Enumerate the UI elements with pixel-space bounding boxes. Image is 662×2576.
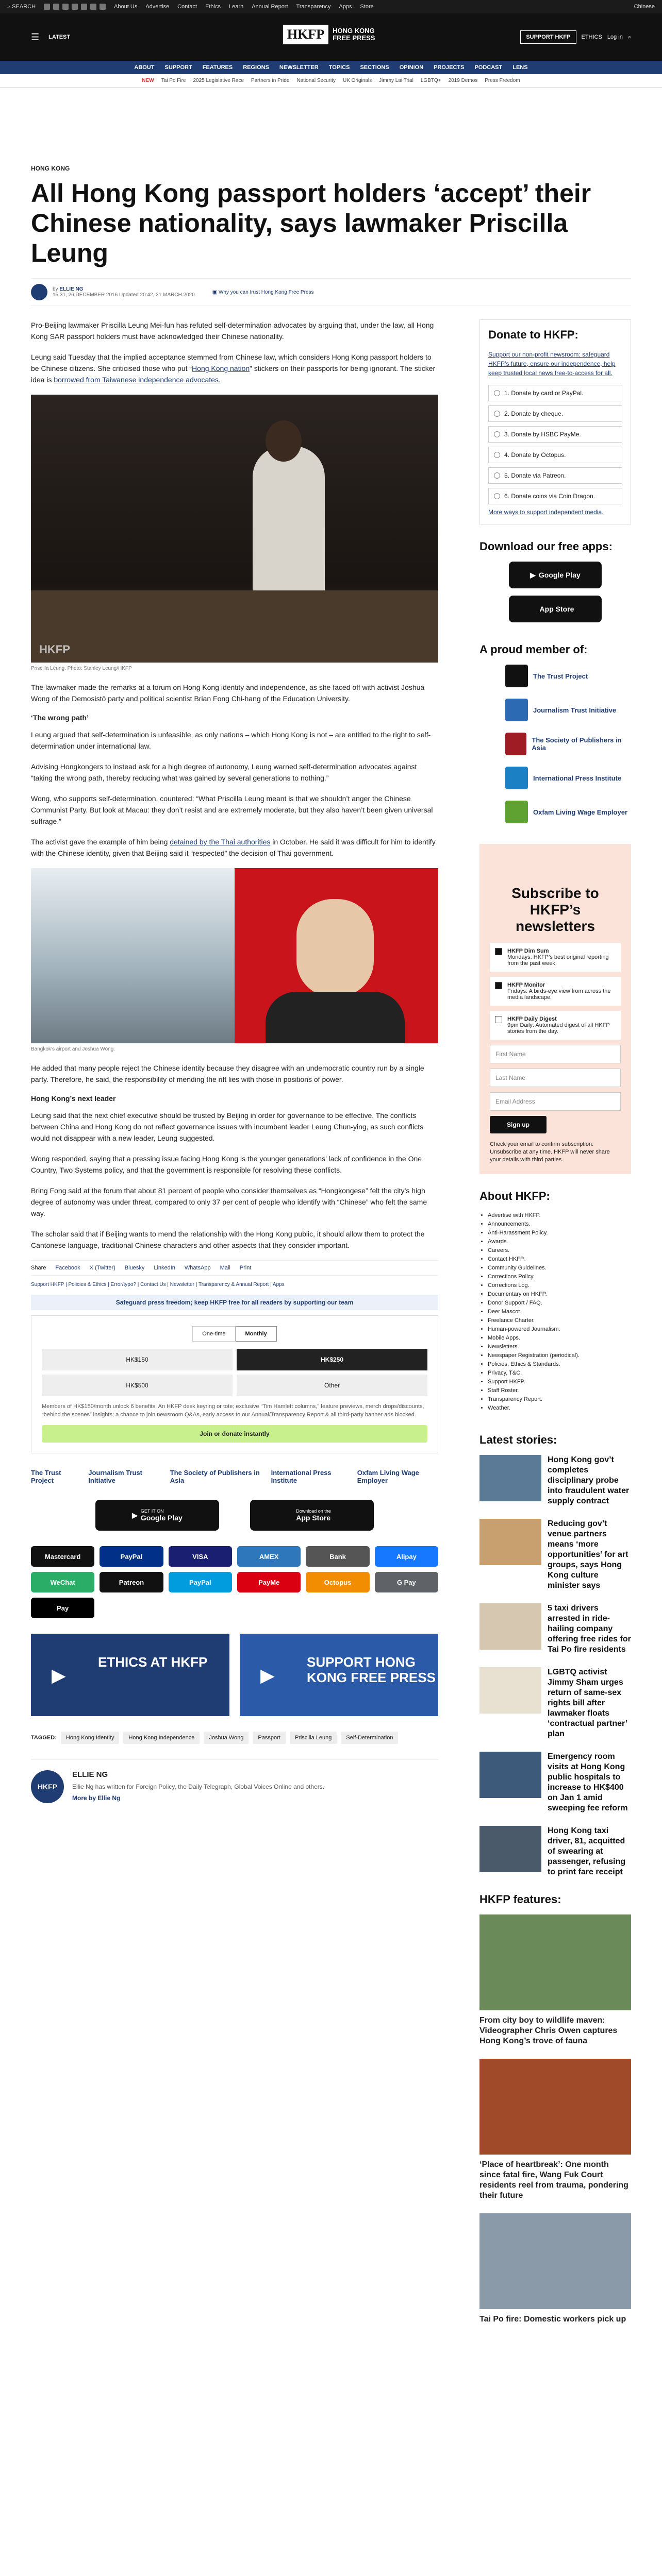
nav-about[interactable]: ABOUT — [134, 64, 155, 71]
support-banner[interactable] — [240, 1634, 438, 1716]
more-by-author[interactable]: More by Ellie Ng — [72, 1794, 121, 1802]
nav-projects[interactable]: PROJECTS — [434, 64, 465, 71]
subheading: Hong Kong’s next leader — [31, 1094, 116, 1103]
paragraph: He added that many people reject the Chinese identity because they disagree with an undemocratic country run by a single party. Therefore, he said, the responsibility of mending the rift lies with those in positions of power. — [31, 1064, 424, 1083]
tag-list — [31, 1732, 438, 1744]
story-title[interactable]: Emergency room visits at Hong Kong public hospitals to increase to HK$400 on Jan 1 amid sweeping fee reform — [548, 1752, 628, 1812]
inline-link[interactable]: borrowed from Taiwanese independence advocates. — [54, 376, 221, 384]
logo-mark: HKFP — [283, 25, 328, 44]
radio-icon — [494, 472, 500, 479]
trust-link[interactable]: ▣ Why you can trust Hong Kong Free Press — [212, 289, 314, 295]
app-store-label — [296, 1509, 331, 1522]
link-contact[interactable]: Contact — [177, 4, 197, 10]
hot-link[interactable]: Jimmy Lai Trial — [379, 78, 413, 83]
hot-link[interactable]: UK Originals — [342, 78, 372, 83]
about-link[interactable]: • Donor Support / FAQ. — [488, 1299, 631, 1308]
hot-link[interactable]: 2025 Legislative Race — [193, 78, 244, 83]
author-bio: Ellie Ng has written for Foreign Policy, the Daily Telegraph, Global Voices Online and others. — [72, 1783, 325, 1790]
member-item[interactable] — [505, 665, 631, 687]
paragraph: Bring Fong said at the forum that about 81 percent of people who consider themselves as “Hongkongese” felt the city’s high degree of autonomy was under threat, compared to only 37 per cent of people who identify with “Chinese” who felt the same way. — [31, 1187, 427, 1217]
latest-list — [479, 1455, 631, 1877]
nav-features[interactable]: FEATURES — [202, 64, 233, 71]
text: ” stickers on their passports for being ignorant. The sticker idea is — [31, 364, 436, 384]
paragraph: Advising Hongkongers to instead ask for a high degree of autonomy, Leung warned self-determination advocates against “taking the wrong path, thereby reducing what was gained by several generations to nothing.” — [31, 762, 417, 782]
about-link[interactable]: • Corrections Policy. — [488, 1273, 631, 1281]
story-thumbnail[interactable] — [479, 1519, 541, 1565]
story-thumbnail[interactable] — [479, 1603, 541, 1650]
checkbox-icon[interactable] — [495, 1016, 502, 1023]
amex-icon[interactable]: AMEX — [237, 1546, 301, 1567]
newsletter-option[interactable] — [490, 977, 621, 1006]
first-name-input[interactable]: First Name — [490, 1045, 621, 1063]
oxfam-icon — [505, 801, 528, 823]
sidebar-app-buttons — [479, 562, 631, 622]
payme-icon[interactable]: PayMe — [237, 1572, 301, 1592]
share-linkedin[interactable]: LinkedIn — [154, 1265, 175, 1271]
tag-chip[interactable]: Passport — [253, 1732, 285, 1744]
share-bluesky[interactable]: Bluesky — [124, 1265, 145, 1271]
google-play-button[interactable] — [509, 562, 602, 588]
play-icon: ▶ — [52, 1665, 66, 1686]
option-label: 1. Donate by card or PayPal. — [504, 389, 584, 397]
link-annual[interactable]: Annual Report — [252, 4, 288, 10]
text: in October. He said it was difficult for him to identify with the Chinese identity, given that Beijing said it “respected” the decision of Thai government. — [31, 838, 436, 857]
play-icon: ▶ — [132, 1511, 138, 1519]
share-bar — [31, 1260, 438, 1276]
member-logos-row — [31, 1469, 438, 1484]
about-link[interactable]: • Freelance Charter. — [488, 1316, 631, 1325]
nav-regions[interactable]: REGIONS — [243, 64, 269, 71]
about-link[interactable]: • Careers. — [488, 1246, 631, 1255]
amount-150[interactable]: HK$150 — [42, 1349, 233, 1370]
donate-option[interactable] — [488, 447, 622, 463]
subheading: ‘The wrong path’ — [31, 714, 89, 722]
nav-podcast[interactable]: PODCAST — [474, 64, 503, 71]
donate-option[interactable] — [488, 426, 622, 443]
about-link[interactable]: • Documentary on HKFP. — [488, 1290, 631, 1299]
category-label[interactable]: HONG KONG — [31, 165, 70, 172]
photo-caption: Bangkok’s airport and Joshua Wong. — [31, 1046, 115, 1052]
author-name[interactable]: ELLIE NG — [72, 1770, 108, 1779]
gp-small: GET IT ON — [140, 1509, 164, 1514]
donate-option[interactable] — [488, 488, 622, 504]
figure-head — [266, 420, 302, 462]
story-title[interactable]: LGBTQ activist Jimmy Sham urges return of same-sex rights bill after lawmaker floats ‘contractual partner’ plan — [548, 1668, 627, 1738]
logo-text: HONG KONG FREE PRESS — [333, 27, 375, 42]
promo-banners — [31, 1634, 438, 1716]
gpay-icon[interactable]: G Pay — [375, 1572, 438, 1592]
trust-project-icon — [505, 665, 528, 687]
alipay-icon[interactable]: Alipay — [375, 1546, 438, 1567]
patreon-icon[interactable]: Patreon — [100, 1572, 163, 1592]
amount-other[interactable]: Other — [237, 1375, 427, 1396]
member-heading: A proud member of: — [479, 643, 588, 656]
hot-link[interactable]: LGBTQ+ — [420, 78, 441, 83]
nl-title: HKFP Dim Sum — [507, 948, 549, 954]
member-label: The Trust Project — [533, 672, 588, 680]
joshua-wong-photo[interactable] — [31, 868, 438, 1043]
mastercard-icon[interactable]: Mastercard — [31, 1546, 94, 1567]
features-list — [479, 1914, 631, 2325]
about-link[interactable]: • Announcements. — [488, 1220, 631, 1229]
paypal-icon[interactable]: PayPal — [100, 1546, 163, 1567]
share-label: Share — [31, 1265, 46, 1271]
share-whatsapp[interactable]: WhatsApp — [184, 1265, 211, 1271]
site-logo[interactable] — [283, 25, 379, 44]
ipi-icon — [505, 767, 528, 789]
priscilla-leung-photo[interactable] — [31, 395, 438, 663]
share-print[interactable]: Print — [239, 1265, 252, 1271]
latest-story[interactable] — [479, 1667, 631, 1739]
shoulders-shape — [266, 992, 405, 1043]
jti-icon — [505, 699, 528, 721]
member-item[interactable] — [505, 733, 631, 755]
watermark: HKFP — [39, 643, 70, 656]
sidebar — [479, 319, 631, 2337]
hot-link[interactable]: National Security — [296, 78, 336, 83]
app-store-button[interactable] — [250, 1500, 374, 1531]
checkbox-icon[interactable] — [495, 948, 502, 955]
nav-lens[interactable]: LENS — [512, 64, 528, 71]
member-ipi[interactable]: International Press Institute — [271, 1469, 332, 1484]
member-oxfam[interactable]: Oxfam Living Wage Employer — [357, 1469, 419, 1484]
amount-250[interactable]: HK$250 — [237, 1349, 427, 1370]
member-sopa[interactable]: The Society of Publishers in Asia — [170, 1469, 260, 1484]
search-label: SEARCH — [12, 3, 36, 10]
donate-box — [479, 319, 631, 524]
banner-title: ETHICS AT HKFP — [98, 1654, 208, 1670]
nav-support[interactable]: SUPPORT — [164, 64, 192, 71]
menu-icon[interactable]: ☰ — [31, 31, 40, 42]
face-shape — [296, 899, 374, 997]
one-time-tab[interactable]: One-time — [192, 1326, 235, 1342]
youtube-icon[interactable] — [72, 4, 78, 10]
frequency-toggle — [42, 1326, 427, 1342]
feature-image[interactable] — [479, 1914, 631, 2010]
paragraph: Leung argued that self-determination is unfeasible, as only nations – which Hong Kong is not – are entitled to the right to self-determination under international law. — [31, 731, 431, 750]
link-learn[interactable]: Learn — [229, 4, 244, 10]
app-buttons — [31, 1500, 438, 1531]
features-heading: HKFP features: — [479, 1893, 561, 1906]
about-link[interactable]: • Policies, Ethics & Standards. — [488, 1360, 631, 1369]
link-about[interactable]: About Us — [114, 4, 138, 10]
last-name-input[interactable]: Last Name — [490, 1069, 621, 1087]
feature-story[interactable] — [479, 1914, 631, 2046]
publish-dates: 15:31, 26 DECEMBER 2016 Updated 20:42, 21 MARCH 2020 — [53, 292, 195, 298]
nl-desc: Mondays: HKFP’s best original reporting from the past week. — [507, 954, 609, 967]
latest-story[interactable] — [479, 1752, 631, 1814]
utility-bar — [0, 0, 662, 13]
bank-icon[interactable]: Bank — [306, 1546, 369, 1567]
paragraph: Wong responded, saying that a pressing issue facing Hong Kong is the younger generations’ lack of confidence in the One Country, Two Systems policy, and that the government is responsible for resolving these conflicts. — [31, 1155, 422, 1174]
trust-label: Why you can trust Hong Kong Free Press — [218, 289, 314, 295]
byline — [31, 278, 631, 306]
radio-icon — [494, 452, 500, 458]
about-link[interactable]: • Anti-Harassment Policy. — [488, 1229, 631, 1238]
about-link[interactable]: • Awards. — [488, 1238, 631, 1246]
about-link[interactable]: • Transparency Report. — [488, 1395, 631, 1404]
google-play-button[interactable] — [95, 1500, 219, 1531]
newsletter-option[interactable] — [490, 1011, 621, 1040]
visa-icon[interactable]: VISA — [169, 1546, 232, 1567]
about-link[interactable]: • Advertise with HKFP. — [488, 1211, 631, 1220]
feature-image[interactable] — [479, 2059, 631, 2155]
paragraph: The lawmaker made the remarks at a forum on Hong Kong identity and independence, as she faced off with activist Joshua Wong of the Demosistō party and political scientist Brian Fong Chi-hang of the Education University. — [31, 683, 425, 703]
latest-story[interactable] — [479, 1826, 631, 1877]
about-link[interactable]: • Newspaper Registration (periodical). — [488, 1351, 631, 1360]
about-link[interactable]: • Privacy, T&C. — [488, 1369, 631, 1378]
author-avatar[interactable] — [31, 284, 47, 300]
signup-button[interactable]: Sign up — [490, 1116, 547, 1133]
option-label: 5. Donate via Patreon. — [504, 472, 566, 479]
donate-option[interactable] — [488, 385, 622, 401]
author-box — [31, 1759, 438, 1803]
member-label: Oxfam Living Wage Employer — [533, 808, 628, 816]
latest-story[interactable] — [479, 1519, 631, 1591]
search-link[interactable]: ⌕ SEARCH — [7, 3, 36, 10]
hot-link[interactable]: 2019 Demos — [448, 78, 478, 83]
social-icons — [44, 4, 106, 10]
desk-shape — [31, 590, 438, 663]
facebook-icon[interactable] — [44, 4, 50, 10]
linkedin-icon[interactable] — [81, 4, 87, 10]
member-label: The Society of Publishers in Asia — [532, 736, 622, 752]
text: The activist gave the example of him being — [31, 838, 170, 846]
nav-newsletter[interactable]: NEWSLETTER — [279, 64, 319, 71]
play-icon: ▶ — [530, 570, 536, 579]
tag-chip[interactable]: Hong Kong Independence — [123, 1732, 200, 1744]
as-label: App Store — [296, 1514, 331, 1522]
link-chinese[interactable]: Chinese — [634, 4, 655, 10]
author-avatar[interactable]: HKFP — [31, 1770, 64, 1803]
feature-story[interactable] — [479, 2213, 631, 2325]
about-link[interactable]: • Human-powered Journalism. — [488, 1325, 631, 1334]
new-badge: NEW — [142, 78, 154, 83]
search-icon[interactable]: ⌕ — [627, 33, 631, 40]
membership-note: Members of HK$150/month unlock 6 benefits: An HKFP desk keyring or tote; exclusive “Tim Hamlett columns,” feature previews, merch drops/discounts, “behind the scenes” insights; a chance to join newsroom Q&As, early access to our Annual/Transparency Report & all third-party banner ads blocked. — [42, 1403, 424, 1418]
google-play-label — [141, 1509, 183, 1522]
wechat-icon[interactable]: WeChat — [31, 1572, 94, 1592]
tag-chip[interactable]: Hong Kong Identity — [61, 1732, 120, 1744]
member-label: Journalism Trust Initiative — [533, 706, 617, 714]
feature-title[interactable]: Tai Po fire: Domestic workers pick up — [479, 2315, 626, 2324]
member-item[interactable] — [505, 801, 631, 823]
trending-bar — [0, 74, 662, 88]
paragraph: The scholar said that if Beijing wants to mend the relationship with the Hong Kong public, it should allow them to protect the Cantonese language, traditional Chinese characters and other aspects that they consider important. — [31, 1230, 425, 1249]
story-title[interactable]: Hong Kong taxi driver, 81, acquitted of swearing at passenger, refusing to print fare receipt — [548, 1826, 626, 1876]
nl-desc: Fridays: A birds-eye view from across the media landscape. — [507, 988, 611, 1001]
email-input[interactable]: Email Address — [490, 1092, 621, 1111]
donate-button[interactable]: Join or donate instantly — [42, 1425, 427, 1443]
hot-link[interactable]: Tai Po Fire — [161, 78, 186, 83]
newsletter-note: Check your email to confirm subscription. Unsubscribe at any time. HKFP will never share your details with third parties. — [490, 1141, 610, 1163]
support-button[interactable]: SUPPORT HKFP — [520, 30, 576, 44]
paragraph: Wong, who supports self-determination, countered: “What Priscilla Leung meant is that we shouldn’t anger the Chinese Communist Party. But look at Macau: they don’t resist and are extremely moderate, but they also haven’t been given universal suffrage.” — [31, 794, 433, 825]
newsletter-box — [479, 844, 631, 1174]
nav-topics[interactable]: TOPICS — [328, 64, 350, 71]
link-ethics[interactable]: Ethics — [205, 4, 221, 10]
story-thumbnail[interactable] — [479, 1752, 541, 1798]
tag-chip[interactable]: Priscilla Leung — [290, 1732, 337, 1744]
story-title[interactable]: Hong Kong gov’t completes disciplinary probe into fraudulent water supply contract — [548, 1455, 630, 1505]
option-label: 3. Donate by HSBC PayMe. — [504, 431, 581, 438]
banner-title: SUPPORT HONG KONG FREE PRESS — [307, 1654, 436, 1685]
paypal-icon-2[interactable]: PayPal — [169, 1572, 232, 1592]
tag-chip[interactable]: Joshua Wong — [204, 1732, 249, 1744]
feature-image[interactable] — [479, 2213, 631, 2309]
about-link[interactable]: • Staff Roster. — [488, 1386, 631, 1395]
member-item[interactable] — [505, 699, 631, 721]
option-label: 4. Donate by Octopus. — [504, 451, 566, 459]
about-link[interactable]: • Weather. — [488, 1404, 631, 1413]
amount-options — [42, 1349, 427, 1396]
member-label: International Press Institute — [533, 774, 622, 782]
monthly-tab[interactable]: Monthly — [236, 1326, 277, 1342]
newsletter-option[interactable] — [490, 943, 621, 972]
donate-intro[interactable]: Support our non-profit newsroom: safeguard HKFP’s future, ensure our independence, help keep trusted local news free-to-access for all. — [488, 351, 616, 377]
latest-link[interactable]: LATEST — [48, 34, 71, 40]
photo-caption: Priscilla Leung. Photo: Stanley Leung/HKFP — [31, 666, 132, 671]
ethics-banner[interactable] — [31, 1634, 229, 1716]
content-area — [31, 319, 631, 2576]
gp-label: Google Play — [140, 1514, 183, 1522]
instagram-icon[interactable] — [62, 4, 69, 10]
link-apps[interactable]: Apps — [339, 4, 352, 10]
tag-chip[interactable]: Self-Determination — [341, 1732, 398, 1744]
hot-link[interactable]: Press Freedom — [485, 78, 520, 83]
about-link[interactable]: • Newsletters. — [488, 1343, 631, 1351]
radio-icon — [494, 411, 500, 417]
share-mail[interactable]: Mail — [220, 1265, 230, 1271]
latest-story[interactable] — [479, 1603, 631, 1655]
gp-label: Google Play — [538, 571, 581, 579]
ethics-link[interactable]: ETHICS — [581, 34, 602, 40]
main-nav — [0, 61, 662, 74]
sopa-icon — [505, 733, 526, 755]
author-link[interactable]: ELLIE NG — [59, 286, 84, 292]
story-thumbnail[interactable] — [479, 1667, 541, 1714]
policy-links[interactable]: Support HKFP | Policies & Ethics | Error/typo? | Contact Us | Newsletter | Transparency & Annual Report | Apps — [31, 1282, 285, 1287]
donate-heading: Donate to HKFP: — [488, 328, 578, 341]
amount-500[interactable]: HK$500 — [42, 1375, 233, 1396]
radio-icon — [494, 493, 500, 499]
donate-option[interactable] — [488, 405, 622, 422]
octopus-icon[interactable]: Octopus — [306, 1572, 369, 1592]
feature-story[interactable] — [479, 2059, 631, 2201]
option-label: 2. Donate by cheque. — [504, 410, 564, 417]
inline-link[interactable]: detained by the Thai authorities — [170, 838, 271, 846]
as-label: App Store — [539, 605, 574, 613]
about-link[interactable]: • Support HKFP. — [488, 1378, 631, 1386]
safeguard-banner[interactable]: Safeguard press freedom; keep HKFP free for all readers by supporting our team — [31, 1295, 438, 1310]
share-facebook[interactable]: Facebook — [55, 1265, 80, 1271]
link-store[interactable]: Store — [360, 4, 374, 10]
feature-title[interactable]: From city boy to wildlife maven: Videographer Chris Owen captures Hong Kong’s trove of fauna — [479, 2016, 618, 2045]
paragraph — [31, 351, 438, 385]
feature-title[interactable]: ‘Place of heartbreak’: One month since fatal fire, Wang Fuk Court residents reel from trauma, pondering their future — [479, 2160, 628, 2200]
as-small: Download on the — [296, 1509, 331, 1514]
hot-link[interactable]: Partners in Pride — [251, 78, 290, 83]
about-link[interactable]: • Deer Mascot. — [488, 1308, 631, 1316]
app-store-button[interactable] — [509, 596, 602, 622]
newsletter-heading: Subscribe to HKFP’s newsletters — [511, 885, 599, 934]
radio-icon — [494, 431, 500, 437]
latest-heading: Latest stories: — [479, 1433, 557, 1446]
about-heading: About HKFP: — [479, 1190, 550, 1202]
bluesky-icon[interactable] — [100, 4, 106, 10]
option-label: 6. Donate coins via Coin Dragon. — [504, 493, 595, 500]
more-ways-link[interactable]: More ways to support independent media. — [488, 509, 604, 516]
inline-link[interactable]: Hong Kong nation — [192, 364, 250, 372]
portrait-image — [235, 868, 438, 1043]
x-icon[interactable] — [53, 4, 59, 10]
radio-icon — [494, 390, 500, 396]
threads-icon[interactable] — [90, 4, 96, 10]
donate-option[interactable] — [488, 467, 622, 484]
link-advertise[interactable]: Advertise — [145, 4, 170, 10]
about-link[interactable]: • Contact HKFP. — [488, 1255, 631, 1264]
paragraph: Pro-Beijing lawmaker Priscilla Leung Mei-fun has refuted self-determination advocates by arguing that, under the law, all Hong Kong SAR passport holders must have acknowledged their Chinese nationality. — [31, 321, 434, 341]
ad-space — [0, 88, 662, 165]
text: Leung said Tuesday that the implied acceptance stemmed from Chinese law, which considers Hong Kong passport holders to be Chinese citizens. She criticised those who put “ — [31, 353, 432, 372]
about-link[interactable]: • Community Guidelines. — [488, 1264, 631, 1273]
payment-methods — [31, 1546, 438, 1618]
about-link[interactable]: • Corrections Log. — [488, 1281, 631, 1290]
applepay-icon[interactable]: Pay — [31, 1598, 94, 1618]
nav-opinion[interactable]: OPINION — [399, 64, 424, 71]
story-title[interactable]: Reducing gov’t venue partners means ‘more opportunities’ for art groups, says Hong Kong culture minister says — [548, 1519, 628, 1590]
about-link[interactable]: • Mobile Apps. — [488, 1334, 631, 1343]
member-trust[interactable]: The Trust Project — [31, 1469, 61, 1484]
member-item[interactable] — [505, 767, 631, 789]
story-thumbnail[interactable] — [479, 1826, 541, 1872]
nav-sections[interactable]: SECTIONS — [360, 64, 389, 71]
apps-heading: Download our free apps: — [479, 540, 613, 553]
nl-title: HKFP Daily Digest — [507, 1016, 557, 1022]
paragraph: Leung said that the next chief executive should be trusted by Beijing in order for governance to be effective. The conflicts between China and Hong Kong do not reflect governance issues with incumbent leader Leung Chun-ying, as such conflicts would not disappear with a new leader, Leung suggested. — [31, 1111, 424, 1142]
article-title: All Hong Kong passport holders ‘accept’ their Chinese nationality, says lawmaker Priscilla Leung — [31, 179, 591, 267]
about-list — [479, 1211, 631, 1413]
play-icon: ▶ — [260, 1665, 275, 1686]
airport-image — [31, 868, 235, 1043]
donation-widget — [31, 1315, 438, 1453]
share-x[interactable]: X (Twitter) — [89, 1265, 115, 1271]
story-title[interactable]: 5 taxi drivers arrested in ride-hailing company offering free rides for Tai Po fire residents — [548, 1604, 631, 1654]
latest-story[interactable] — [479, 1455, 631, 1506]
article-header — [31, 165, 631, 306]
paragraph — [31, 836, 438, 859]
login-link[interactable]: Log in — [607, 34, 623, 40]
byline-meta — [53, 286, 195, 298]
nl-title: HKFP Monitor — [507, 982, 545, 988]
checkbox-icon[interactable] — [495, 982, 502, 989]
by-label: by — [53, 286, 58, 292]
article-body — [31, 319, 438, 1803]
nl-desc: 9pm Daily: Automated digest of all HKFP stories from the day. — [507, 1022, 610, 1035]
member-jti[interactable]: Journalism Trust Initiative — [88, 1469, 143, 1484]
site-header — [0, 13, 662, 61]
link-transparency[interactable]: Transparency — [296, 4, 331, 10]
tagged-label: TAGGED: — [31, 1735, 57, 1741]
story-thumbnail[interactable] — [479, 1455, 541, 1501]
